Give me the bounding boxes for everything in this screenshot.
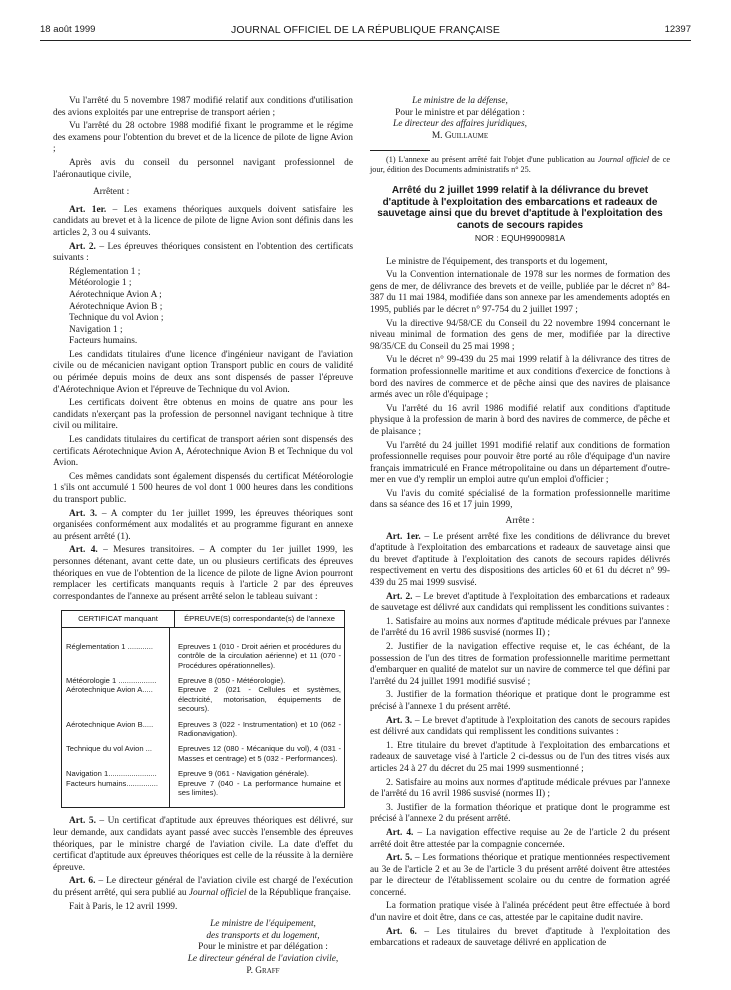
article-3: Art. 3. – A compter du 1er juillet 1999, les épreuves théoriques sont organisées conformément aux modalités et au programme figurant en annexe au présent arrêté (1). — [53, 508, 353, 542]
article-6: Art. 6. – Les titulaires du brevet d'aptitude à l'exploitation des embarcations et radeaux de sauvetage délivré en application de — [370, 926, 670, 949]
paragraph: Après avis du conseil du personnel navigant professionnel de l'aéronautique civile, — [53, 157, 353, 180]
table-cell: Aérotechnique Avion B..... — [62, 720, 170, 739]
table-cell: Météorologie 1 .................. — [62, 676, 170, 685]
paragraph: 1. Etre titulaire du brevet d'aptitude à l'exploitation des embarcations et radeaux de sauvetage visé à l'article 2 ci-dessus ou de l'un des titres visés aux articles 24 à 27 du décret du 25 mai 1999 susmentionné ; — [370, 740, 670, 774]
table-row — [62, 769, 344, 778]
table-cell: Epreuve 9 (061 - Navigation générale). — [178, 769, 309, 779]
paragraph: Vu la directive 94/58/CE du Conseil du 22 novembre 1994 concernant le niveau minimal de formation des gens de mer, modifiée par la directive 98/35/CE du Conseil du 25 mai 1998 ; — [370, 318, 670, 352]
table-header-epreuves: ÉPREUVE(S) correspondante(s) de l'annexe — [184, 614, 335, 624]
article-4: Art. 4. – Mesures transitoires. – A compter du 1er juillet 1999, les personnes détenant, avant cette date, un ou plusieurs certificats des épreuves théoriques en vue de l'obtention de la licence de pilote de ligne Avion pourront remplacer les certificats manquants requis à l'article 2 par des épreuves correspondantes de l'annexe au présent arrêté selon le tableau suivant : — [53, 545, 353, 602]
article-2: Art. 2. – Les épreuves théoriques consistent en l'obtention des certificats suivants : — [53, 241, 353, 264]
article-3: Art. 3. – Le brevet d'aptitude à l'exploitation des canots de secours rapides est délivré aux candidats qui remplissent les conditions suivantes : — [370, 715, 670, 738]
paragraph: 2. Satisfaire au moins aux normes d'aptitude médicale prévues par l'annexe de l'arrêté du 16 avril 1986 susvisé (normes II) ; — [370, 777, 670, 800]
article-6: Art. 6. – Le directeur général de l'aviation civile est chargé de l'exécution du présent arrêté, qui sera publié au Journal officiel de la République française. — [53, 876, 353, 898]
list-item: Réglementation 1 ; — [69, 266, 141, 277]
paragraph: 2. Justifier de la navigation effective requise et, le cas échéant, de la possession de l'un des titres de formation professionnelle maritime permettant d'embarquer en qualité de matelot sur un navire de commerce tel que défini par l'arrêté du 24 juillet 1991 modifié susvisé ; — [370, 642, 670, 687]
table-cell: Facteurs humains............... — [62, 779, 170, 798]
list-item: Aérotechnique Avion B ; — [69, 301, 163, 312]
table-cell: Epreuve 8 (050 - Météorologie). — [178, 675, 286, 685]
table-cell: Epreuves 1 (010 - Droit aérien et procédures du contrôle de la circulation aérienne) et 11 (070 - Procédures opérationnelles). — [178, 641, 341, 670]
article-1: Art. 1er. – Le présent arrêté fixe les conditions de délivrance du brevet d'aptitude à l'exploitation des embarcations et radeaux de sauvetage ainsi que du brevet d'aptitude à l'exploitation des canots de secours rapides délivrés respectivement en vertu des dispositions des articles 60 et 61 du décret n° 99-439 du 25 mai 1999 susvisé. — [370, 531, 670, 589]
equivalence-table — [61, 610, 345, 808]
arretent-heading: Arrêtent : — [93, 187, 130, 198]
footnote-rule — [370, 150, 430, 151]
article-5: Art. 5. – Un certificat d'aptitude aux épreuves théoriques est délivré, sur leur demande, aux candidats ayant passé avec succès l'ensemble des épreuves théoriques, par le ministre chargé de l'aviation civile. La date d'effet du certificat d'aptitude aux épreuves théoriques est celle de la réussite à la dernière épreuve. — [53, 816, 353, 873]
list-item: Météorologie 1 ; — [69, 278, 132, 289]
paragraph: Vu la Convention internationale de 1978 sur les normes de formation des gens de mer, de délivrance des brevets et de veille, publiée par le décret n° 84-387 du 11 mai 1984, modifiée dans son annexe par les amendements adoptés en 1995, publiés par le décret n° 97-754 du 2 juillet 1997 ; — [370, 270, 670, 315]
table-row — [62, 744, 344, 763]
footnote: (1) L'annexe au présent arrêté fait l'objet d'une publication au Journal officiel de ce jour, édition des Documents administratifs n° 25. — [370, 155, 670, 175]
table-cell: Epreuves 3 (022 - Instrumentation) et 10 (062 - Radionavigation). — [178, 719, 341, 738]
list-item: Navigation 1 ; — [69, 324, 123, 335]
table-cell: Epreuve 2 (021 - Cellules et systèmes, électricité, motorisation, équipements de secours). — [178, 685, 341, 714]
paragraph: Ces mêmes candidats sont également dispensés du certificat Météorologie 1 s'ils ont accumulé 1 500 heures de vol dont 1 000 heures dans les conditions du transport public. — [53, 471, 353, 505]
table-cell: Réglementation 1 ............ — [62, 642, 170, 670]
page-header — [40, 24, 691, 38]
table-header-certificat: CERTIFICAT manquant — [62, 611, 175, 626]
header-journal-title: JOURNAL OFFICIEL DE LA RÉPUBLIQUE FRANÇAISE — [231, 24, 500, 36]
paragraph: Vu l'arrêté du 28 octobre 1988 modifié fixant le programme et le régime des examens pour l'obtention du brevet et de la licence de pilote de ligne Avion ; — [53, 121, 353, 155]
table-header — [62, 611, 344, 627]
table-cell: Navigation 1....................... — [62, 769, 170, 778]
article-2: Art. 2. – Le brevet d'aptitude à l'exploitation des embarcations et radeaux de sauvetage est délivré aux candidats qui remplissent les conditions suivantes : — [370, 591, 670, 614]
list-item: Technique du vol Avion ; — [69, 313, 164, 324]
right-column — [370, 96, 670, 952]
table-row — [62, 642, 344, 670]
table-cell: Epreuves 12 (080 - Mécanique du vol), 4 (031 - Masses et centrage) et 5 (032 - Performances). — [178, 744, 341, 763]
table-cell: Technique du vol Avion ... — [62, 744, 170, 763]
paragraph: Vu l'arrêté du 16 avril 1986 modifié relatif aux conditions d'aptitude physique à la profession de marin à bord des navires de commerce, de pêche et de plaisance ; — [370, 403, 670, 437]
paragraph: 3. Justifier de la formation théorique et pratique dont le programme est précisé à l'annexe 1 du présent arrêté. — [370, 690, 670, 712]
arrete-title: Arrêté du 2 juillet 1999 relatif à la délivrance du brevet d'aptitude à l'exploitation des embarcations et radeaux de sauvetage ainsi que du brevet d'aptitude à l'exploitation des canots de secours rapides — [377, 185, 663, 231]
paragraph: Vu le décret n° 99-439 du 25 mai 1999 relatif à la délivrance des titres de formation professionnelle maritime et aux conditions d'exercice de fonctions à bord des navires de commerce et de pêche ainsi que des navires de plaisance armés avec un rôle d'équipage ; — [370, 355, 670, 401]
paragraph: Les certificats doivent être obtenus en moins de quatre ans pour les candidats n'exerçant pas la profession de personnel navigant technique à titre civil ou militaire. — [53, 398, 353, 432]
paragraph: Les candidats titulaires du certificat de transport aérien sont dispensés des certificats Aérotechnique Avion A, Aérotechnique Avion B et Technique du vol Avion. — [53, 435, 353, 469]
certificate-list — [53, 267, 353, 348]
paragraph: Vu l'arrêté du 5 novembre 1987 modifié relatif aux conditions d'utilisation des avions exploités par une entreprise de transport aérien ; — [53, 96, 353, 118]
paragraph: Le ministre de l'équipement, des transports et du logement, — [386, 256, 608, 267]
table-row — [62, 720, 344, 739]
table-row — [62, 676, 344, 685]
paragraph: 1. Satisfaire au moins aux normes d'aptitude médicale prévues par l'annexe de l'arrêté du 16 avril 1986 susvisé (normes II) ; — [370, 616, 670, 639]
header-date: 18 août 1999 — [40, 24, 96, 35]
header-rule — [40, 40, 691, 41]
paragraph: 3. Justifier de la formation théorique et pratique dont le programme est précisé à l'annexe 2 du présent arrêté. — [370, 802, 670, 825]
paragraph: Vu l'avis du comité spécialisé de la formation professionnelle maritime dans sa séance des 16 et 17 juin 1999, — [370, 488, 670, 511]
table-cell: Aérotechnique Avion A..... — [62, 685, 170, 713]
fait-a-paris: Fait à Paris, le 12 avril 1999. — [69, 901, 178, 912]
left-column — [53, 96, 353, 977]
paragraph: Les candidats titulaires d'une licence d'ingénieur navigant de l'aviation civile ou de mécanicien navigant option Transport public en cours de validité ou périmée depuis moins de deux ans sont dispensés de passer l'épreuve d'Aérotechnique Avion et l'épreuve de Technique du vol Avion. — [53, 349, 353, 395]
table-row — [62, 779, 344, 798]
table-cell: Epreuve 7 (040 - La performance humaine et ses limites). — [178, 778, 341, 798]
signature-block: Le ministre de l'équipement, des transports et du logement, Pour le ministre et par délégation : Le directeur général de l'aviation civile, P. Graff — [187, 919, 339, 976]
list-item: Aérotechnique Avion A ; — [69, 289, 162, 300]
article-1: Art. 1er. – Les examens théoriques auxquels doivent satisfaire les candidats au brevet et à la licence de pilote de ligne Avion sont définis dans les articles 2, 3 ou 4 suivants. — [53, 204, 353, 238]
list-item: Facteurs humains. — [69, 336, 138, 347]
arrete-heading: Arrête : — [505, 516, 535, 527]
table-row — [62, 685, 344, 713]
article-4: Art. 4. – La navigation effective requise au 2e de l'article 2 du présent arrêté doit être attestée par la compagnie concernée. — [370, 827, 671, 850]
nor-reference: NOR : EQUH9900981A — [474, 233, 566, 243]
paragraph: La formation pratique visée à l'alinéa précédent peut être effectuée à bord d'un navire et doit être, dans ce cas, attestée par le capitaine dudit navire. — [370, 901, 670, 924]
header-page-number: 12397 — [664, 24, 691, 35]
paragraph: Vu l'arrêté du 24 juillet 1991 modifié relatif aux conditions de formation professionnelle requises pour pouvoir être porté au rôle d'équipage d'un navire français immatriculé en France métropolitaine ou dans un département d'outre-mer en vue d'y remplir un emploi autre qu'un emploi d'officier ; — [370, 440, 670, 486]
article-5: Art. 5. – Les formations théorique et pratique mentionnées respectivement au 3e de l'article 2 et au 3e de l'article 3 du présent arrêté doivent être attestées par le directeur de l'établissement scolaire ou du centre de formation agréé concerné. — [370, 853, 670, 898]
defense-signature: Le ministre de la défense, Pour le ministre et par délégation : Le directeur des affaires juridiques, M. Guillaume — [393, 96, 527, 141]
